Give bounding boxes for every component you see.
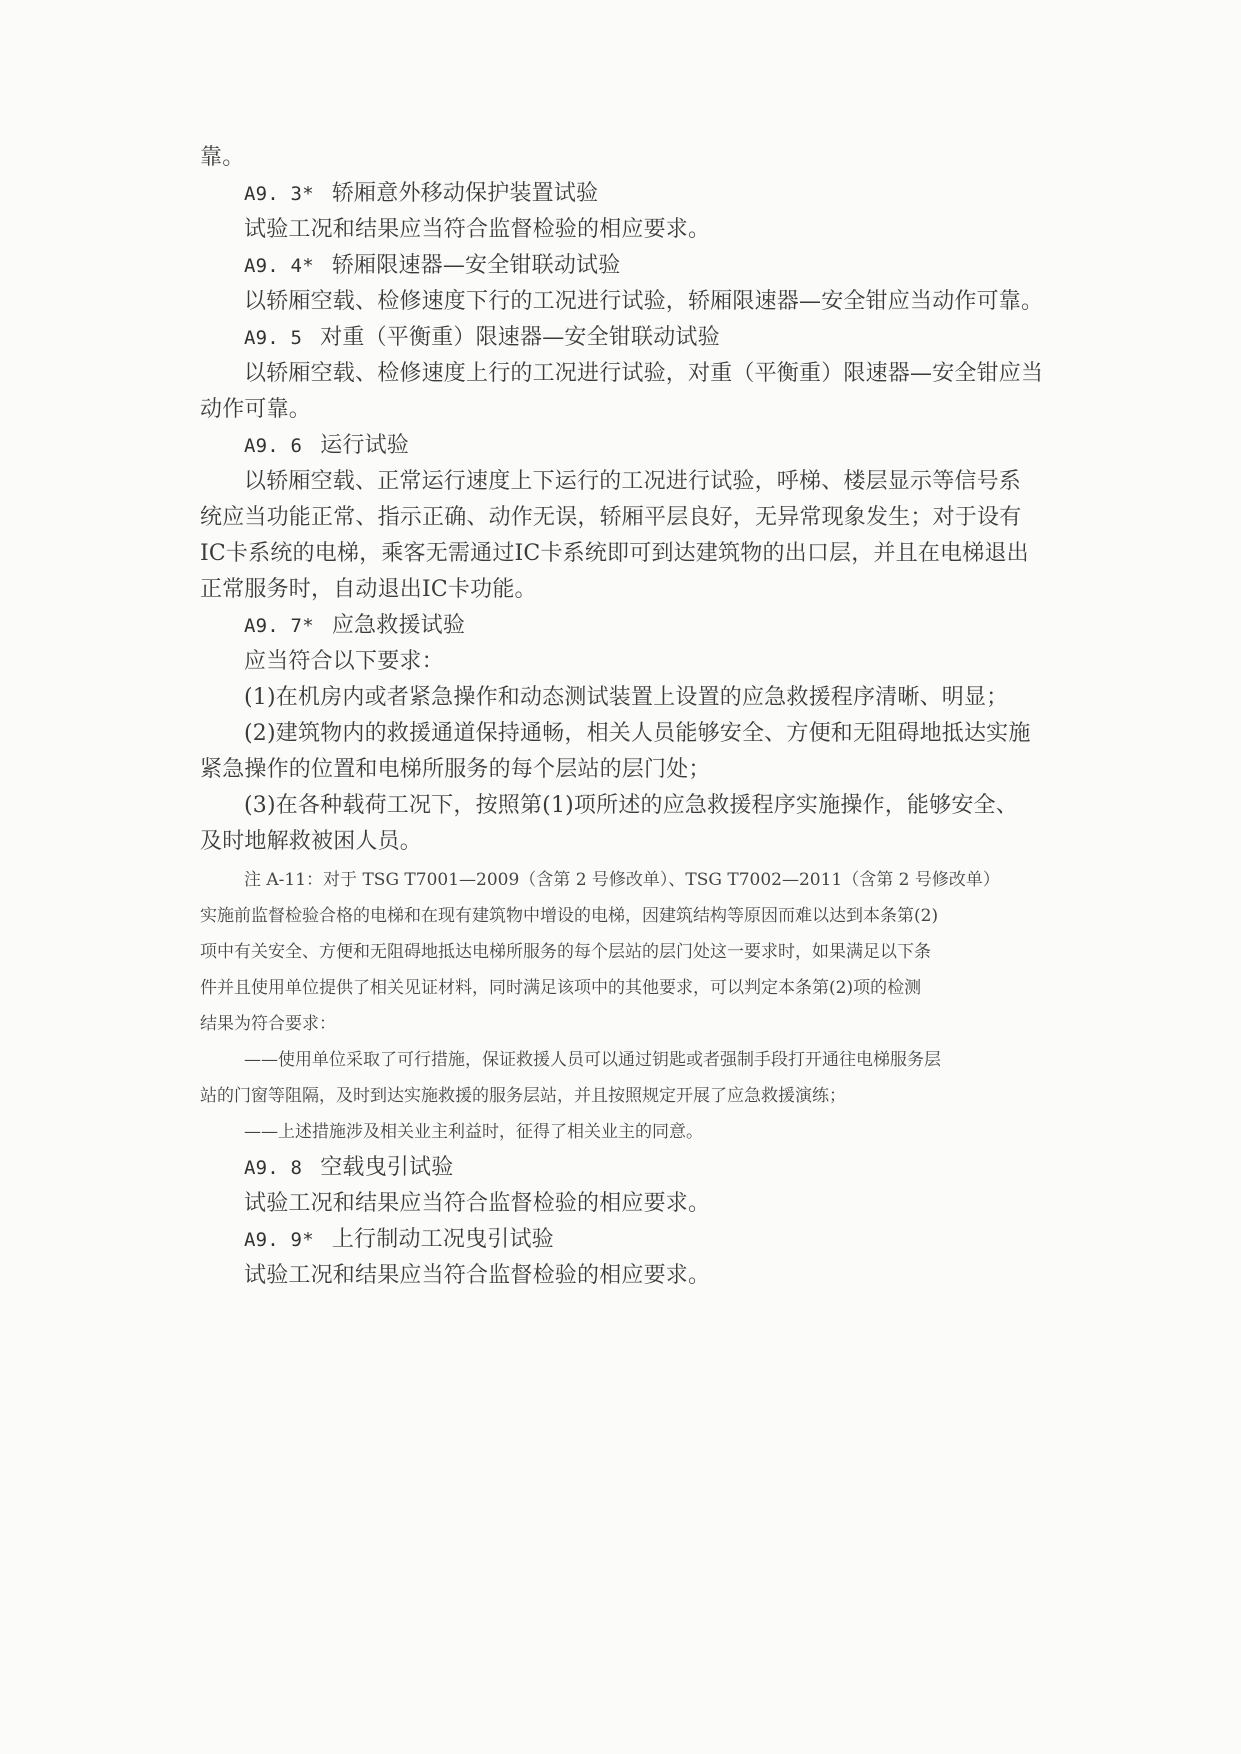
note-line: 项中有关安全、方便和无阻碍地抵达电梯所服务的每个层站的层门处这一要求时，如果满足以下条 bbox=[200, 942, 931, 962]
paragraph-continuation: 动作可靠。 bbox=[200, 397, 312, 422]
note-a-11 bbox=[200, 862, 1060, 1150]
paragraph-continuation: 统应当功能正常、指示正确、动作无误，轿厢平层良好，无异常现象发生；对于设有 bbox=[200, 505, 1022, 530]
note-line: 结果为符合要求： bbox=[200, 1014, 336, 1034]
paragraph: 以轿厢空载、检修速度上行的工况进行试验，对重（平衡重）限速器—安全钳应当 bbox=[244, 361, 1044, 386]
note-line: 注 A-11：对于 TSG T7001—2009（含第 2 号修改单）、TSG T7002—2011（含第 2 号修改单） bbox=[244, 870, 1000, 890]
list-item: (1)在机房内或者紧急操作和动态测试装置上设置的应急救援程序清晰、明显； bbox=[244, 685, 1009, 710]
paragraph-continuation: IC卡系统的电梯，乘客无需通过IC卡系统即可到达建筑物的出口层，并且在电梯退出 bbox=[200, 541, 1029, 566]
list-item-continuation: 及时地解救被困人员。 bbox=[200, 829, 423, 854]
paragraph: 试验工况和结果应当符合监督检验的相应要求。 bbox=[244, 1191, 711, 1216]
section-title: 运行试验 bbox=[320, 433, 410, 458]
section-heading-a9-4 bbox=[200, 248, 1060, 284]
section-number: A9. 9* bbox=[244, 1229, 314, 1251]
list-item: (3)在各种载荷工况下，按照第(1)项所述的应急救援程序实施操作，能够安全、 bbox=[244, 793, 1018, 818]
section-heading-a9-5 bbox=[200, 320, 1060, 356]
paragraph: 试验工况和结果应当符合监督检验的相应要求。 bbox=[244, 217, 711, 242]
document-body bbox=[200, 140, 1060, 1294]
continued-text: 靠。 bbox=[200, 145, 245, 170]
section-heading-a9-9 bbox=[200, 1222, 1060, 1258]
list-item-continuation: 紧急操作的位置和电梯所服务的每个层站的层门处； bbox=[200, 757, 711, 782]
section-number: A9. 3* bbox=[244, 183, 314, 205]
section-number: A9. 8 bbox=[244, 1157, 303, 1179]
section-title: 轿厢限速器—安全钳联动试验 bbox=[331, 253, 621, 278]
section-heading-a9-8 bbox=[200, 1150, 1060, 1186]
section-title: 对重（平衡重）限速器—安全钳联动试验 bbox=[320, 325, 720, 350]
section-title: 空载曳引试验 bbox=[320, 1155, 454, 1180]
section-title: 上行制动工况曳引试验 bbox=[331, 1227, 554, 1252]
paragraph: 应当符合以下要求： bbox=[244, 649, 444, 674]
section-heading-a9-3 bbox=[200, 176, 1060, 212]
note-line: 实施前监督检验合格的电梯和在现有建筑物中增设的电梯，因建筑结构等原因而难以达到本条第(2) bbox=[200, 906, 939, 926]
note-line: ——使用单位采取了可行措施，保证救援人员可以通过钥匙或者强制手段打开通往电梯服务层 bbox=[244, 1050, 941, 1070]
section-number: A9. 4* bbox=[244, 255, 314, 277]
section-number: A9. 7* bbox=[244, 615, 314, 637]
note-line: 件并且使用单位提供了相关见证材料，同时满足该项中的其他要求，可以判定本条第(2)项的检测 bbox=[200, 978, 922, 998]
paragraph-continuation: 正常服务时，自动退出IC卡功能。 bbox=[200, 577, 537, 602]
section-heading-a9-7 bbox=[200, 608, 1060, 644]
section-number: A9. 5 bbox=[244, 327, 303, 349]
section-title: 轿厢意外移动保护装置试验 bbox=[331, 181, 599, 206]
paragraph: 以轿厢空载、检修速度下行的工况进行试验，轿厢限速器—安全钳应当动作可靠。 bbox=[244, 289, 1044, 314]
list-item: (2)建筑物内的救援通道保持通畅，相关人员能够安全、方便和无阻碍地抵达实施 bbox=[244, 721, 1031, 746]
section-heading-a9-6 bbox=[200, 428, 1060, 464]
note-line: ——上述措施涉及相关业主利益时，征得了相关业主的同意。 bbox=[244, 1122, 703, 1142]
section-number: A9. 6 bbox=[244, 435, 303, 457]
paragraph: 以轿厢空载、正常运行速度上下运行的工况进行试验，呼梯、楼层显示等信号系 bbox=[244, 469, 1022, 494]
section-title: 应急救援试验 bbox=[331, 613, 466, 638]
note-line: 站的门窗等阻隔，及时到达实施救援的服务层站，并且按照规定开展了应急救援演练； bbox=[200, 1086, 846, 1106]
paragraph: 试验工况和结果应当符合监督检验的相应要求。 bbox=[244, 1263, 711, 1288]
